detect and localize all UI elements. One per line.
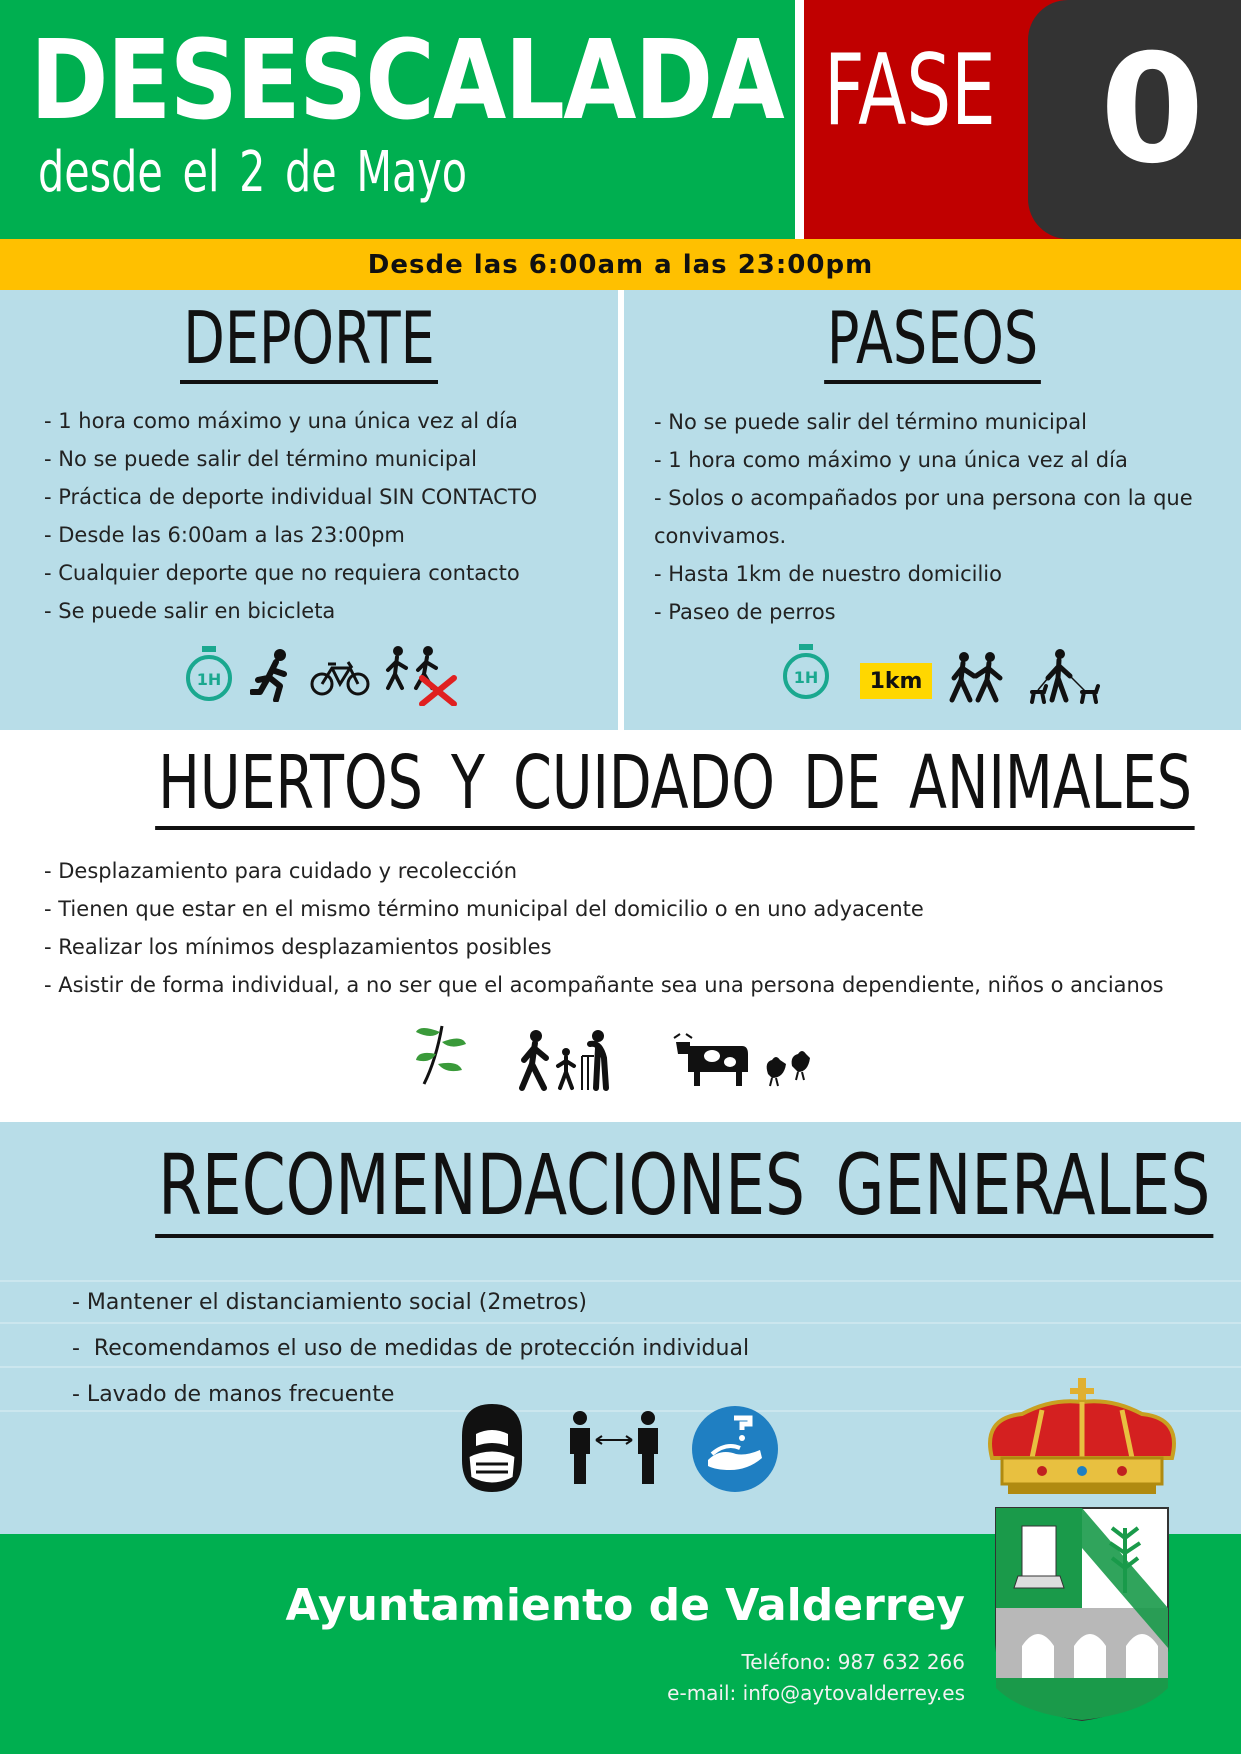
stopwatch-1h-icon <box>184 644 234 704</box>
list-item: - Recomendamos el uso de medidas de protección individual <box>72 1336 750 1361</box>
hand-washing-icon <box>690 1404 780 1494</box>
dog-walker-icon <box>1030 648 1102 704</box>
huertos-list <box>44 852 1164 1004</box>
list-item: - Se puede salir en bicicleta <box>44 599 336 623</box>
coat-of-arms-icon <box>982 1378 1182 1724</box>
livestock-icon <box>672 1032 810 1090</box>
plant-icon <box>414 1020 468 1086</box>
list-item: - 1 hora como máximo y una única vez al día <box>44 409 518 433</box>
list-item: - Asistir de forma individual, a no ser que el acompañante sea una persona dependiente, niños o ancianos <box>44 973 1164 997</box>
footer-phone: Teléfono: 987 632 266 <box>741 1650 965 1674</box>
dependent-people-icon <box>516 1028 622 1092</box>
paseos-list <box>654 403 1224 631</box>
footer-organization: Ayuntamiento de Valderrey <box>285 1580 965 1631</box>
distance-badge: 1km <box>860 663 932 699</box>
list-item: - Tienen que estar en el mismo término municipal del domicilio o en uno adyacente <box>44 897 924 921</box>
deporte-heading <box>77 296 541 380</box>
huertos-heading-text: HUERTOS Y CUIDADO DE ANIMALES <box>155 740 1195 830</box>
stopwatch-label: 1H <box>196 670 222 689</box>
stopwatch-1h-icon <box>781 642 831 702</box>
face-mask-icon <box>456 1400 528 1496</box>
list-item: - Cualquier deporte que no requiera contacto <box>44 561 520 585</box>
list-item: - Paseo de perros <box>654 600 836 624</box>
recomendaciones-heading-text: RECOMENDACIONES GENERALES <box>155 1136 1213 1238</box>
list-item: - Realizar los mínimos desplazamientos posibles <box>44 935 552 959</box>
recomendaciones-list <box>72 1280 749 1418</box>
bicycle-icon <box>310 658 370 698</box>
list-item: - No se puede salir del término municipal <box>654 410 1087 434</box>
header-divider <box>795 0 804 239</box>
social-distance-icon <box>566 1410 662 1486</box>
paseos-heading-text: PASEOS <box>824 296 1041 384</box>
list-item: - Mantener el distanciamiento social (2metros) <box>72 1290 587 1315</box>
list-item: - Desde las 6:00am a las 23:00pm <box>44 523 405 547</box>
deporte-heading-text: DEPORTE <box>180 296 437 384</box>
list-item: - Desplazamiento para cuidado y recolección <box>44 859 518 883</box>
list-item: - Práctica de deporte individual SIN CONTACTO <box>44 485 538 509</box>
list-item: - Hasta 1km de nuestro domicilio <box>654 562 1002 586</box>
runner-icon <box>250 648 300 702</box>
walking-pair-icon <box>946 650 1010 704</box>
deporte-list <box>44 402 537 630</box>
footer-email: e-mail: info@aytovalderrey.es <box>667 1681 965 1705</box>
list-item: - Lavado de manos frecuente <box>72 1382 395 1407</box>
paseos-heading <box>701 296 1164 380</box>
list-item: - Solos o acompañados por una persona con la que convivamos. <box>654 486 1193 548</box>
page-subtitle: desde el 2 de Mayo <box>38 140 468 205</box>
recomendaciones-heading <box>155 1136 1211 1234</box>
page-title: DESESCALADA <box>30 16 783 144</box>
list-item: - 1 hora como máximo y una única vez al día <box>654 448 1128 472</box>
stopwatch-label: 1H <box>793 668 819 687</box>
schedule-bar <box>0 239 1241 290</box>
huertos-heading <box>155 740 1192 826</box>
list-item: - No se puede salir del término municipal <box>44 447 477 471</box>
schedule-text: Desde las 6:00am a las 23:00pm <box>367 249 874 280</box>
phase-label: FASE <box>824 34 996 148</box>
no-contact-runners-icon <box>384 644 458 706</box>
